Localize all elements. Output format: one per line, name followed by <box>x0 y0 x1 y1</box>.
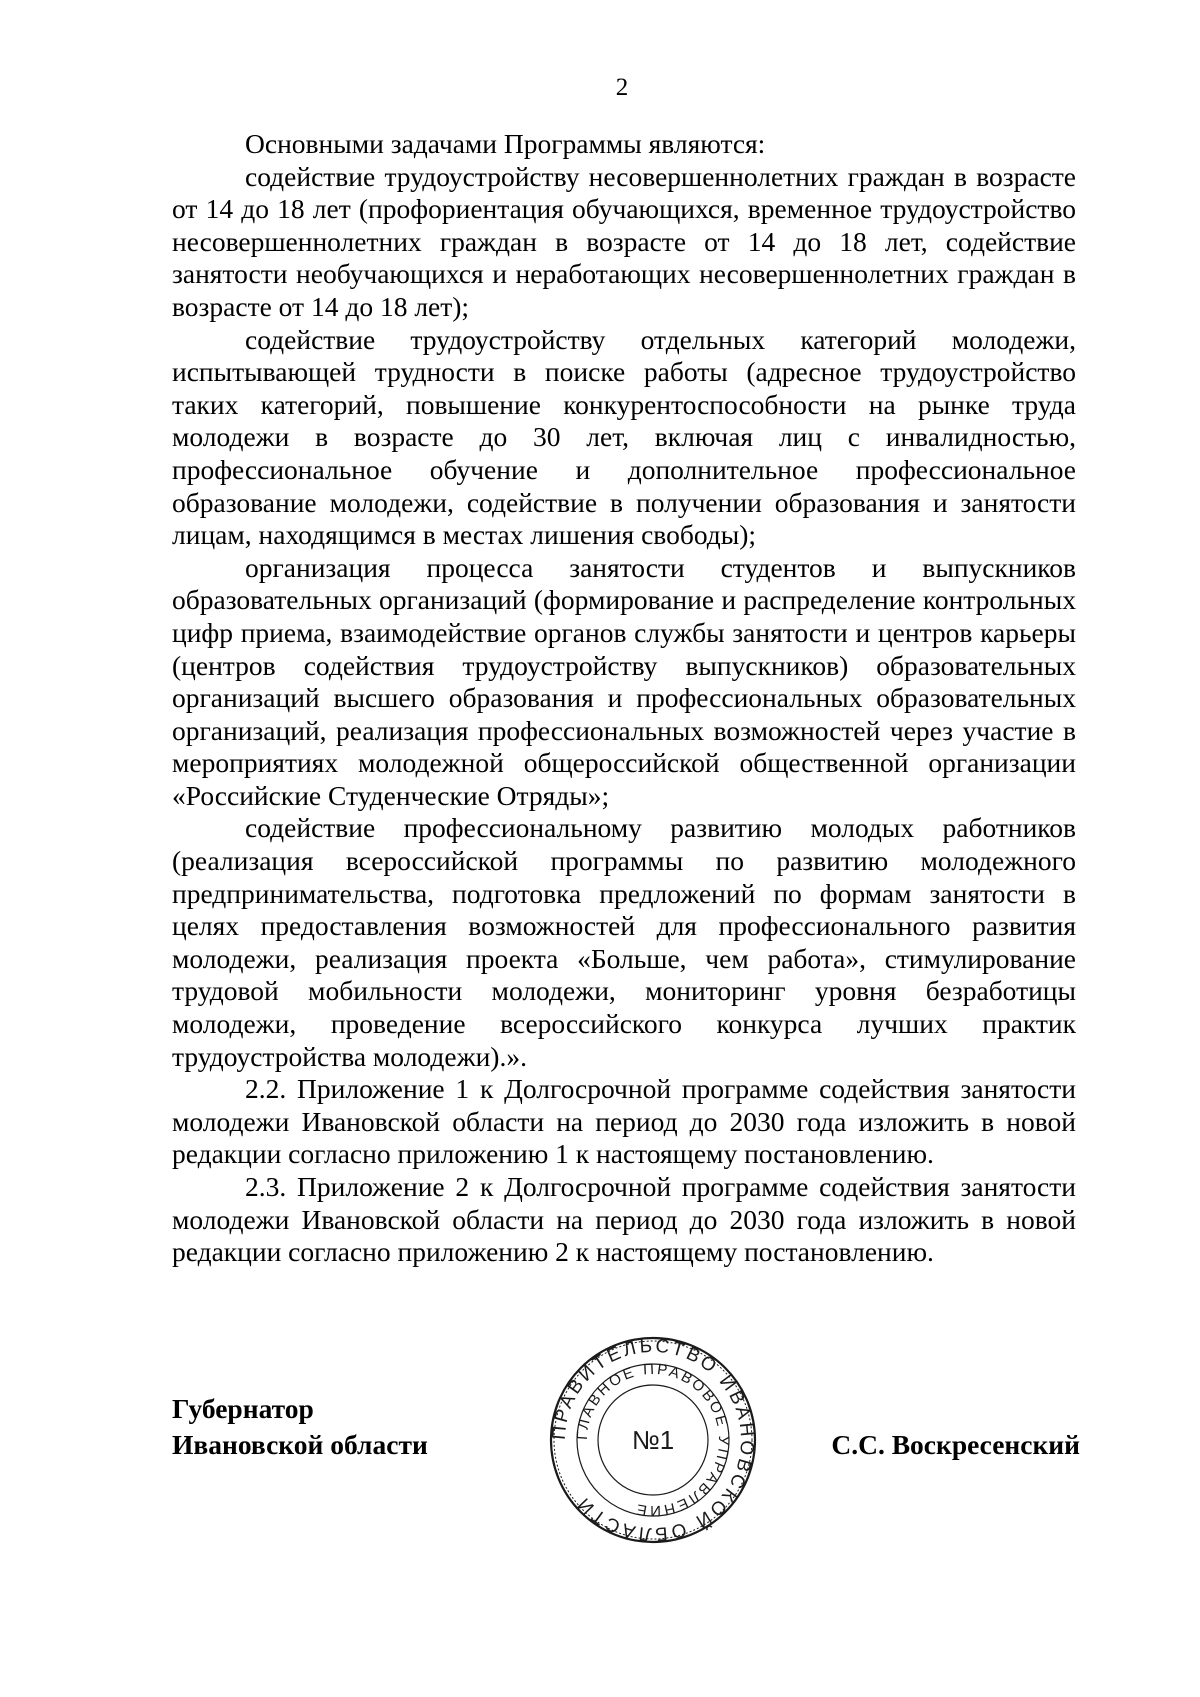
paragraph-intro: Основными задачами Программы являются: <box>245 128 766 159</box>
seal-inner-text: ГЛАВНОЕ ПРАВОВОЕ УПРАВЛЕНИЕ <box>573 1360 733 1520</box>
paragraph-clause-2-3: 2.3. Приложение 2 к Долгосрочной программе содействия занятости молодежи Ивановской области на период до 2030 года изложить в новой редакции согласно приложению 2 к настоящему постановлению. <box>172 1171 1076 1268</box>
paragraph-clause-2-2: 2.2. Приложение 1 к Долгосрочной программе содействия занятости молодежи Ивановской области на период до 2030 года изложить в новой редакции согласно приложению 1 к настоящему постановлению. <box>172 1073 1076 1170</box>
page-number: 2 <box>615 74 629 101</box>
official-seal <box>548 1335 758 1545</box>
signature-title-line1: Губернатор <box>172 1393 314 1424</box>
signature-title-line2: Ивановской области <box>172 1429 428 1460</box>
paragraph-task-minors: содействие трудоустройству несовершеннолетних граждан в возрасте от 14 до 18 лет (профориентация обучающихся, временное трудоустройство несовершеннолетних граждан в возрасте от 14 до 18 лет, содействие занятости необучающихся и неработающих несовершеннолетних граждан в возрасте от 14 до 18 лет); <box>172 160 1076 322</box>
seal-stamp-image <box>548 1335 758 1545</box>
signature-title <box>172 1391 428 1463</box>
paragraph-task-youth-categories: содействие трудоустройству отдельных категорий молодежи, испытывающей трудности в поиске работы (адресное трудоустройство таких категорий, повышение конкурентоспособности на рынке труда молодежи в возрасте до 30 лет, включая лиц с инвалидностью, профессиональное обучение и дополнительное профессиональное образование молодежи, содействие в получении образования и занятости лицам, находящимся в местах лишения свободы); <box>172 323 1076 551</box>
seal-outer-text: ПРАВИТЕЛЬСТВО ИВАНОВСКОЙ ОБЛАСТИ <box>548 1335 758 1545</box>
seal-number: №1 <box>631 1425 675 1455</box>
signer-name: С.С. Воскресенский <box>831 1429 1080 1460</box>
document-body <box>172 128 1076 1269</box>
paragraph-task-young-workers: содействие профессиональному развитию молодых работников (реализация всероссийской программы по развитию молодежного предпринимательства, подготовка предложений по формам занятости в целях предоставления возможностей для профессионального развития молодежи, реализация проекта «Больше, чем работа», стимулирование трудовой мобильности молодежи, мониторинг уровня безработицы молодежи, проведение всероссийского конкурса лучших практик трудоустройства молодежи).». <box>172 812 1076 1072</box>
paragraph-task-students: организация процесса занятости студентов и выпускников образовательных организаций (формирование и распределение контрольных цифр приема, взаимодействие органов службы занятости и центров карьеры (центров содействия трудоустройству выпускников) образовательных организаций высшего образования и профессиональных образовательных организаций, реализация профессиональных возможностей через участие в мероприятиях молодежной общероссийской общественной организации «Российские Студенческие Отряды»; <box>172 551 1076 811</box>
